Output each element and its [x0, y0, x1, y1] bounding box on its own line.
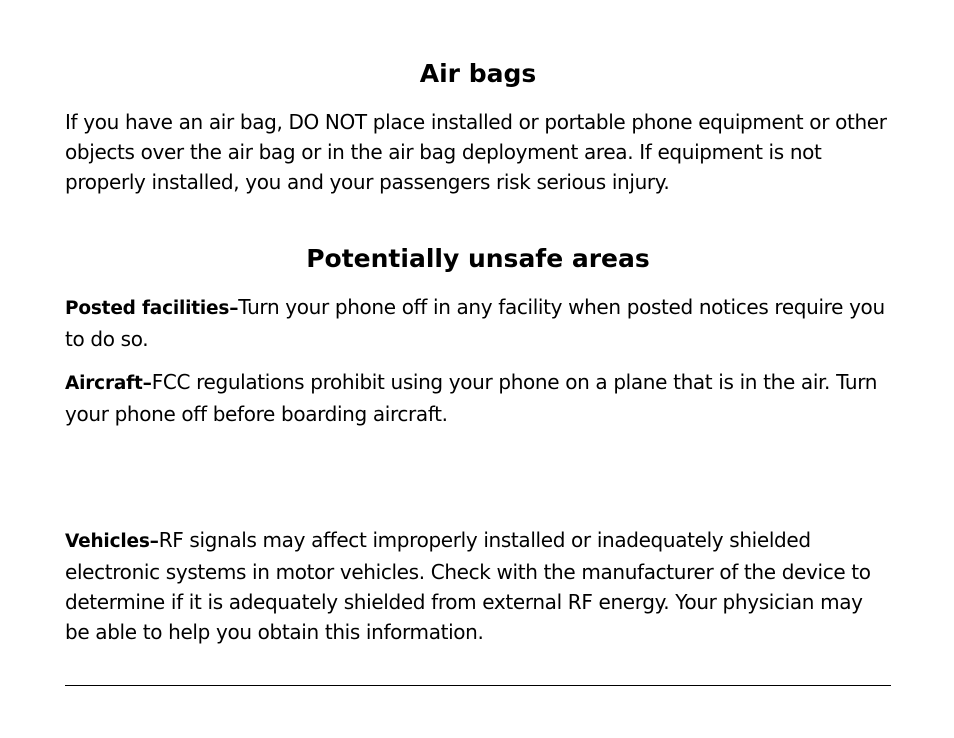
- vehicles-text: RF signals may affect improperly installed or inadequately shielded electronic systems in motor vehicles. Check with the manufacturer of the device to determine if it is adequately shielded from external RF energy. Your physician may be able to help you obtain this information.: [65, 528, 871, 644]
- aircraft-paragraph: [65, 367, 891, 429]
- airbags-heading: Air bags: [419, 59, 537, 88]
- posted-facilities-paragraph: [65, 292, 891, 354]
- vehicles-paragraph: [65, 525, 891, 647]
- aircraft-text: FCC regulations prohibit using your phone on a plane that is in the air. Turn your phone off before boarding aircraft.: [65, 370, 878, 426]
- document-page: [65, 0, 891, 738]
- unsafe-areas-heading: Potentially unsafe areas: [306, 244, 650, 273]
- posted-facilities-text: Turn your phone off in any facility when posted notices require you to do so.: [65, 295, 885, 351]
- vehicles-term: Vehicles–: [65, 531, 159, 552]
- airbags-paragraph: If you have an air bag, DO NOT place installed or portable phone equipment or other objects over the air bag or in the air bag deployment area. If equipment is not properly installed, you and your passengers risk serious injury.: [65, 110, 887, 194]
- aircraft-term: Aircraft–: [65, 373, 152, 394]
- footer-divider: [65, 685, 891, 686]
- posted-facilities-term: Posted facilities–: [65, 298, 239, 319]
